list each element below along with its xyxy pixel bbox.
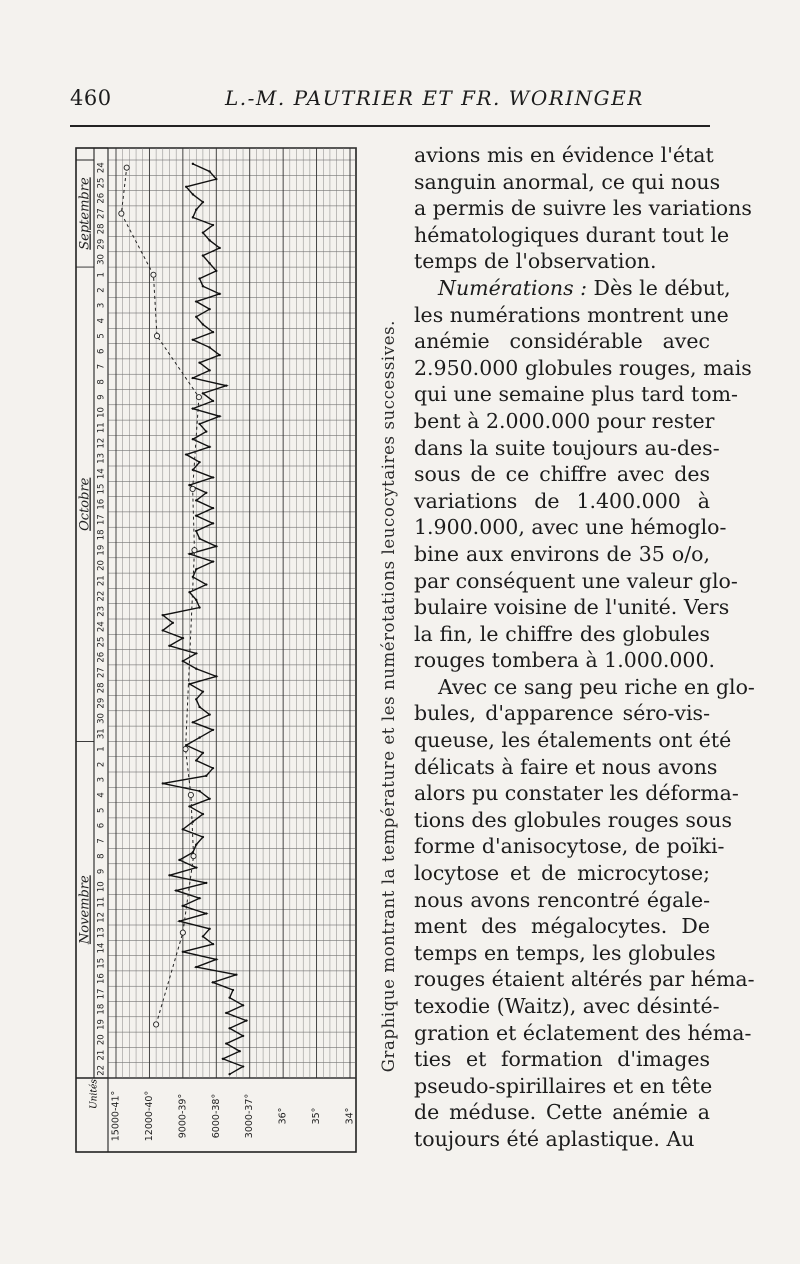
temperature-point	[182, 660, 184, 662]
temperature-point	[195, 515, 197, 517]
day-label: 18	[96, 1003, 107, 1015]
temperature-point	[195, 843, 197, 845]
day-label: 12	[96, 911, 107, 923]
text-line: sanguin anormal, ce qui nous	[414, 169, 721, 194]
text-line: délicats à faire et nous avons	[414, 754, 718, 779]
day-label: 6	[96, 348, 107, 354]
leucocyte-point	[180, 930, 185, 935]
temperature-point	[208, 308, 210, 310]
day-label: 17	[96, 988, 107, 1000]
day-label: 12	[96, 437, 107, 449]
day-label: 13	[96, 452, 107, 464]
temperature-point	[205, 430, 207, 432]
temperature-point	[172, 622, 174, 624]
text-line: temps de l'observation.	[414, 249, 657, 274]
day-label: 20	[96, 1034, 107, 1046]
temperature-point	[178, 859, 180, 861]
day-label: 17	[96, 514, 107, 525]
text-line: bulaire voisine de l'unité. Vers	[414, 595, 730, 620]
day-label: 28	[96, 682, 107, 694]
leucocyte-series	[121, 168, 199, 1025]
day-label: 25	[96, 177, 107, 189]
temperature-point	[212, 729, 214, 731]
temperature-point	[192, 216, 194, 218]
month-label: Novembre	[77, 875, 93, 945]
temperature-point	[225, 1042, 227, 1044]
text-line: 2.950.000 globules rouges, mais	[414, 355, 752, 380]
day-label: 6	[96, 822, 107, 829]
month-label: Septembre	[77, 177, 93, 250]
day-label: 26	[96, 651, 107, 663]
scale-label: 34°	[344, 1107, 356, 1125]
temperature-point	[215, 178, 217, 180]
day-label: 3	[96, 776, 107, 783]
day-label: 16	[96, 498, 107, 510]
leucocyte-point	[151, 272, 156, 277]
temperature-point	[195, 866, 197, 868]
temperature-point	[212, 522, 214, 524]
temperature-point	[202, 201, 204, 203]
day-label: 24	[96, 621, 107, 633]
temperature-point	[182, 905, 184, 907]
day-label: 14	[96, 942, 107, 954]
text-line: toujours été aplastique. Au	[414, 1126, 695, 1151]
temperature-point	[205, 912, 207, 914]
day-label: 9	[96, 868, 107, 875]
scale-label: 15000-41°	[110, 1090, 122, 1142]
text-line: texodie (Waitz), avec désinté-	[414, 994, 720, 1018]
text-line: Avec ce sang peu riche en glo-	[438, 674, 755, 699]
day-label: 1	[96, 272, 107, 278]
leucocyte-point	[119, 211, 124, 216]
temperature-point	[168, 874, 170, 876]
header-rule	[70, 125, 710, 127]
text-line: rouges tombera à 1.000.000.	[414, 648, 716, 673]
text-line: queuse, les étalements ont été	[414, 728, 732, 753]
temperature-point	[202, 935, 204, 937]
temperature-point	[215, 958, 217, 960]
temperature-point	[198, 362, 200, 364]
temperature-point	[195, 300, 197, 302]
leucocyte-point	[183, 746, 188, 751]
temperature-point	[188, 553, 190, 555]
scale-label: 6000-38°	[210, 1093, 222, 1139]
temperature-point	[192, 339, 194, 341]
month-label: Octobre	[77, 477, 93, 531]
temperature-point	[212, 224, 214, 226]
day-label: 2	[96, 287, 107, 293]
day-label: 27	[96, 667, 107, 678]
day-label: 30	[96, 713, 107, 724]
text-line: dans la suite toujours au-des-	[414, 435, 720, 460]
temperature-point	[218, 247, 220, 249]
temperature-point	[202, 231, 204, 233]
day-label: 4	[96, 792, 107, 798]
temperature-point	[195, 530, 197, 532]
text-line: temps en temps, les globules	[414, 940, 716, 965]
temperature-point	[232, 989, 234, 991]
text-line: alors pu constater les déforma-	[414, 781, 739, 806]
text-line: anémie considérable avec	[414, 329, 710, 354]
temperature-point	[205, 583, 207, 585]
temperature-point	[195, 966, 197, 968]
temperature-point	[208, 346, 210, 348]
scale-label: 35°	[311, 1107, 323, 1125]
temperature-point	[192, 163, 194, 165]
day-label: 20	[96, 560, 107, 571]
temperature-point	[238, 1050, 240, 1052]
leucocyte-point	[196, 395, 201, 400]
leucocyte-point	[124, 165, 129, 170]
page-header	[0, 0, 800, 130]
temperature-point	[195, 499, 197, 501]
day-label: 25	[96, 636, 107, 648]
temperature-point	[168, 645, 170, 647]
temperature-point	[212, 767, 214, 769]
text-line: 1.900.000, avec une hémoglo-	[414, 515, 727, 540]
temperature-point	[228, 1073, 230, 1075]
text-line: bules, d'apparence séro-vis-	[414, 701, 710, 726]
text-line: ties et formation d'images	[414, 1047, 710, 1072]
leucocyte-point	[154, 1022, 159, 1027]
temperature-point	[195, 316, 197, 318]
text-line: forme d'anisocytose, de poïki-	[414, 834, 725, 859]
temperature-point	[212, 400, 214, 402]
day-label: 3	[96, 302, 107, 309]
temperature-point	[202, 836, 204, 838]
day-label: 22	[96, 590, 107, 602]
temperature-point	[208, 798, 210, 800]
temperature-point	[202, 392, 204, 394]
temperature-point	[212, 981, 214, 983]
day-label: 11	[96, 896, 107, 908]
section-heading: Numérations :	[438, 275, 588, 300]
temperature-point	[205, 492, 207, 494]
temperature-point	[162, 629, 164, 631]
body-text	[414, 142, 755, 1153]
day-label: 15	[96, 483, 107, 495]
temperature-point	[162, 782, 164, 784]
leucocyte-point	[191, 854, 196, 859]
scale-label: 9000-39°	[177, 1093, 189, 1139]
temperature-point	[212, 331, 214, 333]
temperature-point	[242, 1004, 244, 1006]
text-line: qui une semaine plus tard tom-	[414, 382, 738, 407]
leucocyte-point	[154, 333, 159, 338]
figure	[72, 138, 372, 1158]
temperature-point	[222, 1058, 224, 1060]
text-line: bent à 2.000.000 pour rester	[414, 408, 715, 433]
text-line: de méduse. Cette anémie a	[414, 1100, 710, 1125]
temperature-point	[192, 193, 194, 195]
temperature-point	[185, 453, 187, 455]
temperature-point	[218, 415, 220, 417]
temperature-point	[202, 254, 204, 256]
running-head: L.-M. PAUTRIER ET FR. WORINGER	[225, 86, 644, 110]
leucocyte-point	[190, 486, 195, 491]
temperature-point	[208, 446, 210, 448]
temperature-point	[235, 974, 237, 976]
temperature-point	[225, 384, 227, 386]
day-label: 10	[96, 407, 107, 418]
text-line: hématologiques durant tout le	[414, 222, 730, 247]
temperature-point	[182, 951, 184, 953]
day-label: 16	[96, 973, 107, 984]
temperature-point	[212, 476, 214, 478]
temperature-point	[195, 759, 197, 761]
temperature-point	[208, 369, 210, 371]
temperature-point	[208, 928, 210, 930]
day-label: 19	[96, 544, 107, 556]
temperature-point	[192, 407, 194, 409]
text-line: a permis de suivre les variations	[414, 196, 752, 221]
day-label: 30	[96, 254, 107, 265]
temperature-leucocyte-chart	[72, 138, 372, 1158]
temperature-point	[245, 1019, 247, 1021]
temperature-point	[208, 713, 210, 715]
temperature-point	[195, 652, 197, 654]
temperature-point	[198, 897, 200, 899]
text-line: gration et éclatement des héma-	[414, 1020, 752, 1045]
temperature-point	[198, 537, 200, 539]
text-line: nous avons rencontré égale-	[414, 887, 710, 912]
temperature-point	[202, 285, 204, 287]
day-label: 14	[96, 468, 107, 480]
temperature-point	[188, 591, 190, 593]
temperature-point	[198, 736, 200, 738]
legend-label: Unités	[89, 1079, 100, 1109]
text-line: sous de ce chiffre avec des	[414, 462, 710, 487]
day-label: 10	[96, 881, 107, 893]
leucocyte-point	[188, 792, 193, 797]
scale-label: 36°	[277, 1107, 289, 1125]
temperature-point	[242, 1035, 244, 1037]
text-line: rouges étaient altérés par héma-	[414, 967, 755, 992]
day-label: 11	[96, 422, 107, 434]
temperature-point	[215, 675, 217, 677]
day-label: 21	[96, 575, 107, 587]
temperature-point	[212, 943, 214, 945]
temperature-point	[212, 507, 214, 509]
text-line: avions mis en évidence l'état	[414, 143, 714, 167]
day-label: 23	[96, 605, 107, 617]
temperature-point	[198, 606, 200, 608]
day-label: 7	[96, 838, 107, 844]
temperature-point	[182, 828, 184, 830]
day-label: 22	[96, 1064, 107, 1076]
temperature-point	[202, 690, 204, 692]
temperature-point	[162, 614, 164, 616]
day-label: 5	[96, 333, 107, 339]
temperature-point	[195, 698, 197, 700]
text-line: ment des mégalocytes. De	[414, 914, 710, 939]
temperature-point	[218, 354, 220, 356]
temperature-point	[215, 545, 217, 547]
temperature-point	[205, 882, 207, 884]
temperature-point	[212, 560, 214, 562]
temperature-point	[225, 1012, 227, 1014]
text-line: pseudo-spirillaires et en tête	[414, 1073, 713, 1098]
day-label: 9	[96, 394, 107, 400]
temperature-point	[202, 813, 204, 815]
day-label: 29	[96, 697, 107, 709]
text-line: les numérations montrent une	[414, 302, 729, 327]
temperature-point	[192, 721, 194, 723]
temperature-point	[192, 438, 194, 440]
day-label: 5	[96, 807, 107, 813]
day-label: 31	[96, 728, 107, 740]
temperature-point	[198, 706, 200, 708]
temperature-point	[202, 752, 204, 754]
day-label: 28	[96, 223, 107, 235]
temperature-point	[182, 637, 184, 639]
temperature-point	[195, 209, 197, 211]
day-label: 26	[96, 192, 107, 204]
text-line: par conséquent une valeur glo-	[414, 568, 738, 593]
day-label: 7	[96, 363, 107, 370]
day-label: 2	[96, 761, 107, 768]
day-label: 15	[96, 957, 107, 969]
temperature-point	[195, 668, 197, 670]
temperature-point	[178, 920, 180, 922]
temperature-point	[228, 996, 230, 998]
temperature-point	[228, 1027, 230, 1029]
text-line: bine aux environs de 35 o/o,	[414, 541, 710, 566]
scale-label: 3000-37°	[244, 1093, 256, 1139]
day-label: 8	[96, 853, 107, 859]
day-label: 19	[96, 1019, 107, 1030]
temperature-point	[185, 186, 187, 188]
temperature-point	[188, 484, 190, 486]
day-label: 13	[96, 927, 107, 939]
temperature-point	[198, 790, 200, 792]
temperature-point	[192, 377, 194, 379]
temperature-point	[202, 323, 204, 325]
temperature-point	[215, 270, 217, 272]
temperature-point	[208, 262, 210, 264]
temperature-point	[198, 277, 200, 279]
temperature-point	[188, 805, 190, 807]
temperature-point	[195, 568, 197, 570]
temperature-point	[175, 889, 177, 891]
temperature-point	[218, 293, 220, 295]
day-label: 1	[96, 746, 107, 752]
temperature-point	[198, 461, 200, 463]
day-label: 8	[96, 379, 107, 385]
figure-caption: Graphique montrant la température et les numérotations leucocytaires successives.	[379, 320, 398, 1073]
temperature-point	[208, 239, 210, 241]
day-label: 29	[96, 238, 107, 250]
leucocyte-point	[192, 548, 197, 553]
text-line: variations de 1.400.000 à	[414, 488, 710, 513]
day-label: 21	[96, 1049, 107, 1061]
temperature-point	[208, 170, 210, 172]
day-label: 27	[96, 208, 107, 219]
text-line: tions des globules rouges sous	[414, 807, 732, 832]
text-line: Numérations : Dès le début,	[438, 275, 731, 300]
scale-label: 12000-40°	[143, 1090, 155, 1142]
temperature-point	[195, 599, 197, 601]
temperature-point	[205, 775, 207, 777]
text-line: locytose et de microcytose;	[414, 861, 710, 886]
day-label: 24	[96, 162, 107, 174]
page-number: 460	[70, 86, 112, 110]
day-label: 18	[96, 529, 107, 541]
temperature-point	[198, 423, 200, 425]
day-label: 4	[96, 317, 107, 324]
temperature-point	[242, 1065, 244, 1067]
text-line: la fin, le chiffre des globules	[414, 621, 710, 646]
